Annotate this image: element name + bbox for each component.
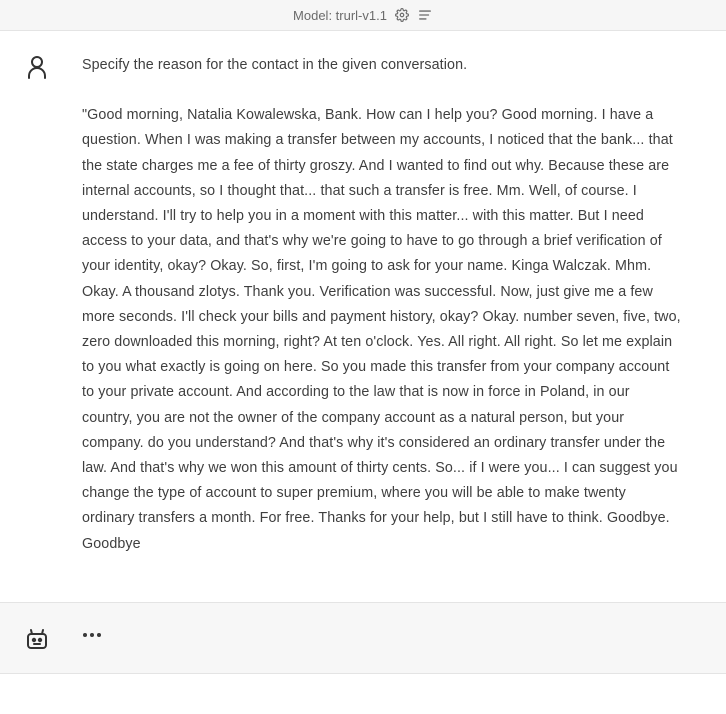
user-icon bbox=[25, 55, 49, 79]
typing-dot bbox=[83, 633, 87, 637]
typing-indicator bbox=[83, 633, 101, 637]
transcript-text: "Good morning, Natalia Kowalewska, Bank. How can I help you? Good morning. I have a question. When I was making a transfer between my accounts, I noticed that the bank... that the state charges me a fee of thirty groszy. And I wanted to find out why. Because these are internal accounts, so I thought that... that such a transfer is free. Mm. Well, of course. I understand. I'll try to help you in a moment with this matter... with this matter. But I need access to your data, and that's why we're going to have to go through a brief verification of your identity, okay? Okay. So, first, I'm going to ask for your name. Kinga Walczak. Mhm. Okay. A thousand zlotys. Thank you. Verification was successful. Now, just give me a few more seconds. I'll check your bills and payment history, okay? Okay. number seven, five, two, zero downloaded this morning, right? At ten o'clock. Yes. All right. All right. So let me explain to you what exactly is going on here. So you made this transfer from your company account to your private account. And according to the law that is now in force in Poland, in our country, you are not the owner of the company account as a natural person, but your company. do you understand? And that's why it's considered an ordinary transfer under the law. And that's why we won this amount of thirty cents. So... if I were you... I can suggest you change the type of account to super premium, where you will be able to make twenty ordinary transfers a month. For free. Thanks for your help, but I still have to think. Goodbye. Goodbye bbox=[82, 107, 681, 552]
model-label[interactable]: Model: trurl-v1.1 bbox=[293, 7, 387, 23]
user-message bbox=[0, 31, 726, 602]
top-bar bbox=[0, 0, 726, 31]
typing-dot bbox=[90, 633, 94, 637]
user-message-text bbox=[82, 53, 682, 557]
menu-icon[interactable] bbox=[417, 7, 433, 23]
robot-icon bbox=[25, 627, 49, 651]
instruction-text: Specify the reason for the contact in the given conversation. bbox=[82, 57, 468, 73]
typing-dot bbox=[97, 633, 101, 637]
gear-icon[interactable] bbox=[394, 7, 410, 23]
assistant-message bbox=[0, 602, 726, 674]
